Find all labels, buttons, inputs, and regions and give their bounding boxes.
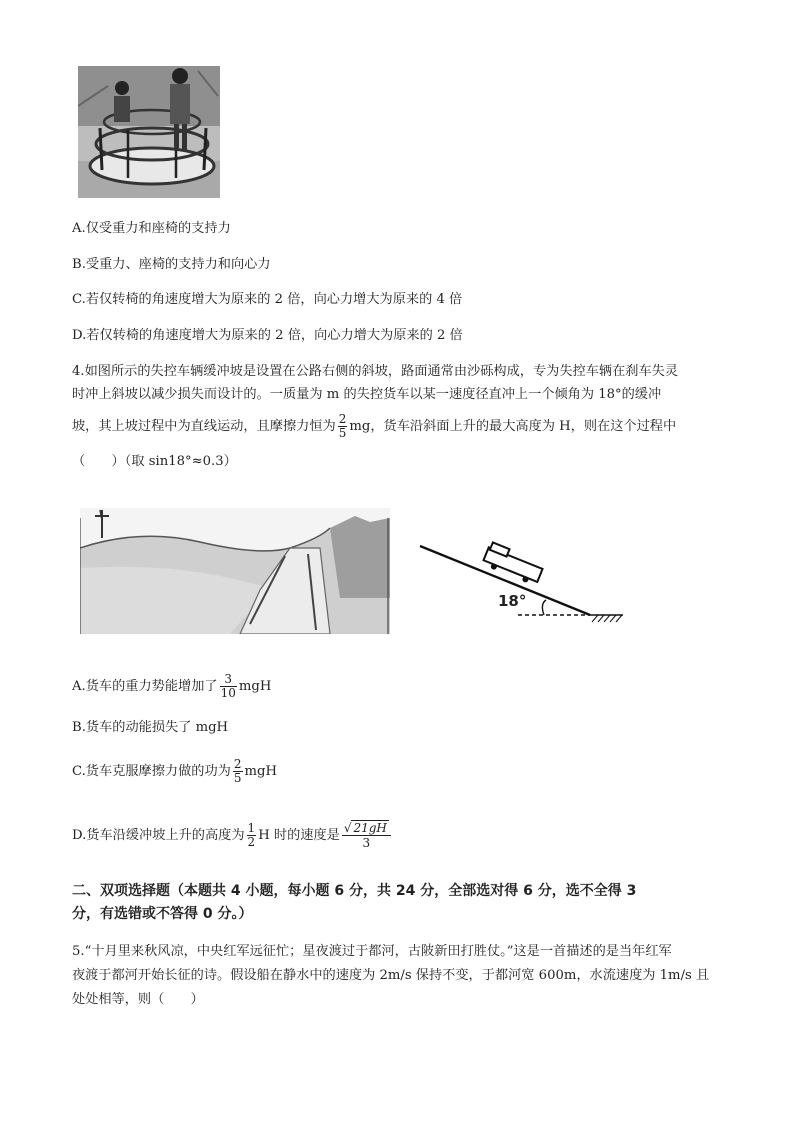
q5-stem-line2: 夜渡于都河开始长征的诗。假设船在静水中的速度为 2m/s 保持不变，于都河宽 600m，水流速度为 1m/s 且 [72, 968, 710, 983]
q4-option-b: B.货车的动能损失了 mgH [72, 720, 229, 735]
escape-ramp-photo [80, 508, 390, 634]
q5-stem-line1: 5.“十月里来秋风凉，中央红军远征忙；星夜渡过于都河，古陂新田打胜仗。”这是一首描述的是当年红军 [72, 944, 672, 959]
section2-heading-line2: 分，有选错或不答得 0 分。） [72, 906, 253, 922]
fraction-one-half: $\frac{1}{2}$ [247, 821, 256, 849]
q5-stem-line3: 处处相等，则（ ） [72, 992, 204, 1007]
fraction-two-fifths: $\frac{2}{5}$ [233, 757, 242, 785]
q4-option-c: C.货车克服摩擦力做的功为 $\frac{2}{5}$ mgH [72, 757, 277, 785]
sqrt-expression: $\frac{√ 21gH}{3}$ [342, 821, 391, 850]
q3-option-b: B.受重力、座椅的支持力和向心力 [72, 257, 271, 272]
q3-option-a: A.仅受重力和座椅的支持力 [72, 221, 231, 236]
q4-stem-line1: 4.如图所示的失控车辆缓冲坡是设置在公路右侧的斜坡，路面通常由沙砾构成，专为失控车辆在刹车失灵 [72, 364, 679, 379]
fraction-two-fifths: $\frac{2}{5}$ [338, 412, 347, 440]
incline-angle-label: 18° [498, 592, 527, 610]
q4-stem-line4: （ ）（取 sin18°≈0.3） [72, 454, 237, 469]
q4-option-a: A.货车的重力势能增加了 $\frac{3}{10}$ mgH [72, 672, 272, 700]
fraction-three-tenths: $\frac{3}{10}$ [220, 672, 236, 700]
spinning-chair-photo [78, 66, 220, 198]
q4-stem-line3: 坡，其上坡过程中为直线运动，且摩擦力恒为 $\frac{2}{5}$ mg，货车沿斜面上升的最大高度为 H，则在这个过程中 [72, 412, 677, 440]
q3-option-c: C.若仅转椅的角速度增大为原来的 2 倍，向心力增大为原来的 4 倍 [72, 292, 463, 307]
section2-heading-line1: 二、双项选择题（本题共 4 小题，每小题 6 分，共 24 分，全部选对得 6 分，选不全得 3 [72, 883, 637, 899]
q4-option-d: D.货车沿缓冲坡上升的高度为 $\frac{1}{2}$ H 时的速度是 $\frac{√ 21gH}{3}$ [72, 817, 391, 855]
q4-stem-line2: 时冲上斜坡以减少损失而设计的。一质量为 m 的失控货车以某一速度径直冲上一个倾角为 18°的缓冲 [72, 387, 662, 402]
incline-diagram [418, 540, 628, 626]
q3-option-d: D.若仅转椅的角速度增大为原来的 2 倍，向心力增大为原来的 2 倍 [72, 328, 463, 343]
